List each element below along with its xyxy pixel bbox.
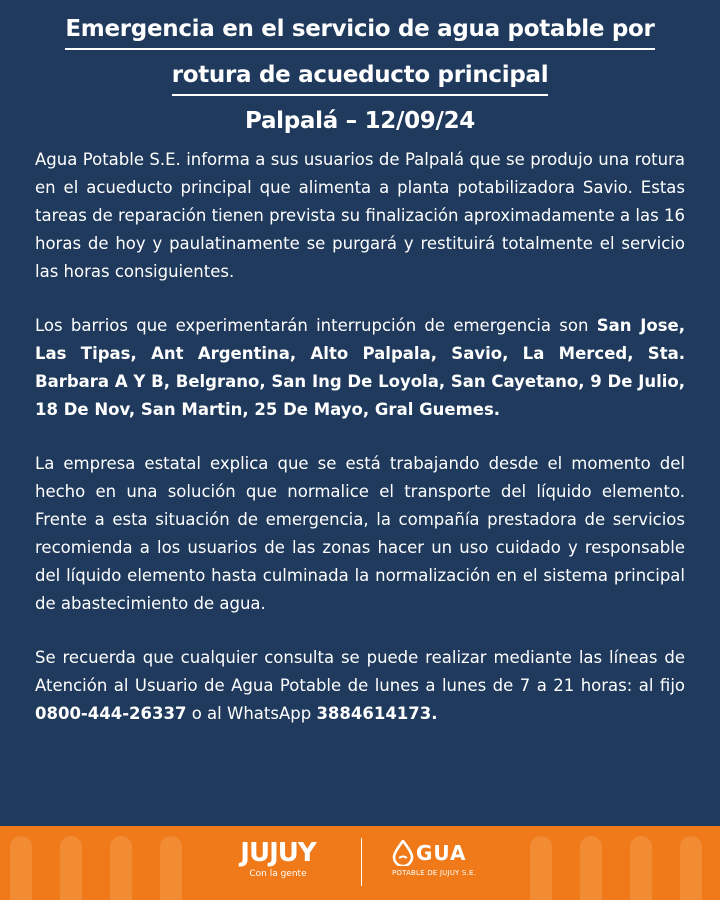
jujuy-logo [218,838,338,890]
jujuy-logo-wordmark: JUJUY [240,838,316,868]
phone-number: 0800-444-26337 [35,704,187,723]
paragraph-3: La empresa estatal explica que se está trabajando desde el momento del hecho en una solución que normalice el transporte del líquido elemento. Frente a esta situación de emergencia, la compañía prestadora de servicios recomienda a los usuarios de las zonas hacer un uso cuidado y responsable del líquido elemento hasta culminada la normalización en el sistema principal de abastecimiento de agua. [35,454,685,613]
title-line-2: rotura de acueducto principal [172,62,549,96]
subtitle: Palpalá – 12/09/24 [245,108,475,134]
paragraph-4 [35,644,685,728]
decorative-bar [580,836,602,900]
agua-potable-logo [392,840,492,892]
decorative-bar [680,836,702,900]
footer-band [0,826,720,900]
paragraph-2 [35,312,685,424]
paragraph-4-mid: o al WhatsApp [191,704,312,723]
whatsapp-number: 3884614173. [316,704,438,723]
decorative-bar [110,836,132,900]
agua-logo-tagline: POTABLE DE JUJUY S.E. [392,869,477,877]
title-line-1: Emergencia en el servicio de agua potable por [65,16,654,50]
decorative-bar [530,836,552,900]
paragraph-4-intro: Se recuerda que cualquier consulta se puede realizar mediante las líneas de Atención al Usuario de Agua Potable de lunes a lunes de 7 a 21 horas: al fijo [35,648,685,695]
decorative-bar [10,836,32,900]
announcement-body [35,146,685,754]
jujuy-logo-tagline: Con la gente [249,869,307,879]
agua-logo-wordmark: GUA [416,841,467,865]
water-drop-icon [392,840,414,866]
neighborhood-list: San Jose, Las Tipas, Ant Argentina, Alto Palpala, Savio, La Merced, Sta. Barbara A Y B, Belgrano, San Ing De Loyola, San Cayetano, 9 De Julio, 18 De Nov, San Martin, 25 De Mayo, Gral Guemes. [35,316,685,419]
paragraph-1: Agua Potable S.E. informa a sus usuarios de Palpalá que se produjo una rotura en el acueducto principal que alimenta a planta potabilizadora Savio. Estas tareas de reparación tienen prevista su finalización aproximadamente a las 16 horas de hoy y paulatinamente se purgará y restituirá totalmente el servicio las horas consiguientes. [35,150,685,281]
logo-divider [361,838,362,886]
header [0,14,720,134]
decorative-bar [630,836,652,900]
decorative-bar [160,836,182,900]
decorative-bar [60,836,82,900]
paragraph-2-intro: Los barrios que experimentarán interrupción de emergencia son [35,316,589,335]
